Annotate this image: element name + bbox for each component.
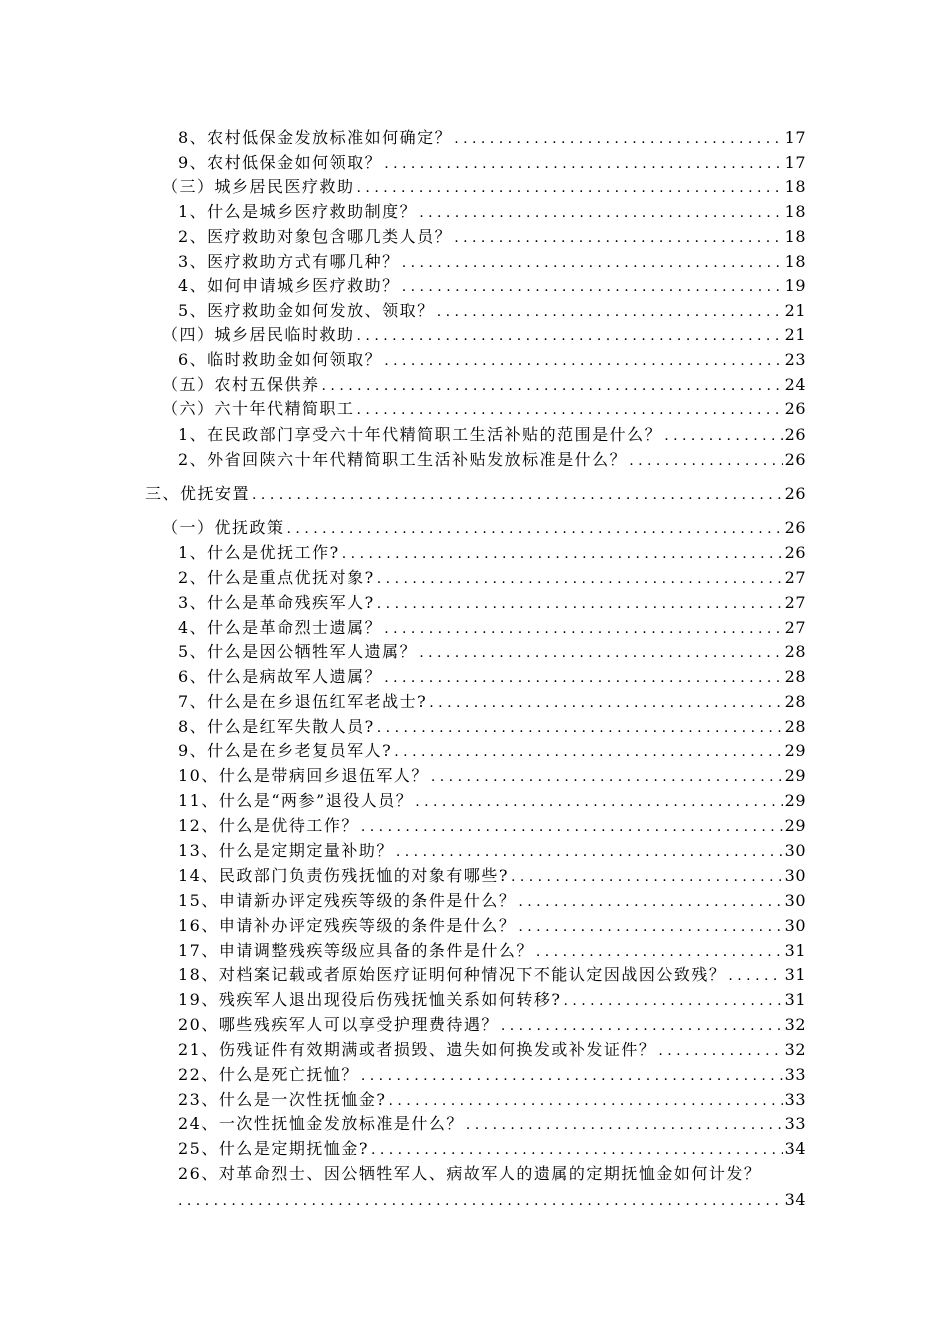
toc-entry-text: 20、哪些残疾军人可以享受护理费待遇？ xyxy=(178,1015,499,1034)
toc-entry-text: 19、残疾军人退出现役后伤残抚恤关系如何转移? xyxy=(178,990,562,1009)
toc-entry-text: 25、什么是定期抚恤金? xyxy=(178,1139,369,1158)
toc-entry-text: 18、对档案记载或者原始医疗证明何种情况下不能认定因战因公致残？ xyxy=(178,965,727,984)
toc-entry-text: 2、外省回陕六十年代精简职工生活补贴发放标准是什么？ xyxy=(178,450,628,469)
toc-entry[interactable] xyxy=(178,692,806,713)
toc-page-number: 28 xyxy=(784,717,806,736)
toc-leader-dots xyxy=(357,177,783,198)
toc-entry-text: 三、优抚安置 xyxy=(145,484,251,503)
toc-entry[interactable] xyxy=(178,1114,806,1135)
toc-entry[interactable] xyxy=(178,791,806,812)
toc-entry-text: 9、什么是在乡老复员军人? xyxy=(178,741,393,760)
toc-entry-text: （一）优抚政策 xyxy=(162,518,285,537)
toc-page-number: 32 xyxy=(784,1015,806,1034)
toc-leader-dots xyxy=(429,692,782,713)
toc-entry-text: 12、什么是优待工作？ xyxy=(178,816,359,835)
toc-entry[interactable] xyxy=(178,1164,806,1184)
toc-leader-dots xyxy=(384,667,782,688)
toc-leader-dots xyxy=(394,741,782,762)
toc-entry[interactable] xyxy=(178,618,806,639)
toc-page-number: 18 xyxy=(784,202,806,221)
toc-leader-dots xyxy=(377,568,783,589)
toc-entry-text: 9、农村低保金如何领取？ xyxy=(178,153,383,172)
toc-entry-text: 8、农村低保金发放标准如何确定？ xyxy=(178,128,453,147)
toc-page-number: 18 xyxy=(784,252,806,271)
toc-entry[interactable] xyxy=(178,816,806,837)
toc-entry[interactable] xyxy=(178,965,806,986)
toc-page-number: 26 xyxy=(784,399,806,418)
toc-leader-dots xyxy=(419,202,782,223)
toc-page-number: 28 xyxy=(784,692,806,711)
toc-entry[interactable] xyxy=(178,766,806,787)
toc-subsection[interactable] xyxy=(162,375,806,396)
toc-entry[interactable] xyxy=(178,866,806,887)
toc-leader-dots xyxy=(371,1139,783,1160)
toc-page-number: 31 xyxy=(784,941,806,960)
toc-entry-text: 1、什么是城乡医疗救助制度？ xyxy=(178,202,418,221)
toc-entry[interactable] xyxy=(178,990,806,1011)
toc-entry[interactable] xyxy=(178,1015,806,1036)
toc-leader-dots xyxy=(431,766,783,787)
toc-leader-dots xyxy=(518,916,782,937)
toc-entry[interactable] xyxy=(178,543,806,564)
toc-page-number: 18 xyxy=(784,227,806,246)
toc-entry-text: 15、申请新办评定残疾等级的条件是什么？ xyxy=(178,891,517,910)
toc-entry[interactable] xyxy=(178,1040,806,1061)
toc-entry[interactable] xyxy=(178,642,806,663)
toc-leader-dots xyxy=(536,941,783,962)
toc-page-number: 26 xyxy=(784,450,806,469)
toc-page-number: 27 xyxy=(784,593,806,612)
toc-entry-text: 7、什么是在乡退伍红军老战士? xyxy=(178,692,428,711)
toc-page-number: 21 xyxy=(784,325,806,344)
toc-entry-text: （六）六十年代精简职工 xyxy=(162,399,355,418)
toc-page-number: 26 xyxy=(784,425,806,444)
toc-entry[interactable] xyxy=(178,717,806,738)
toc-leader-dots xyxy=(357,325,783,346)
toc-page-number: 30 xyxy=(784,916,806,935)
toc-entry[interactable] xyxy=(178,593,806,614)
toc-page-number: 29 xyxy=(784,816,806,835)
toc-entry-text: 16、申请补办评定残疾等级的条件是什么？ xyxy=(178,916,517,935)
toc-page-number: 17 xyxy=(784,128,806,147)
toc-entry-text: 17、申请调整残疾等级应具备的条件是什么？ xyxy=(178,941,534,960)
toc-page-number: 29 xyxy=(784,741,806,760)
toc-entry[interactable] xyxy=(178,350,806,371)
toc-leader-dots xyxy=(518,891,782,912)
toc-page-number: 24 xyxy=(784,375,806,394)
toc-entry[interactable] xyxy=(178,1090,806,1111)
toc-entry-text: 3、医疗救助方式有哪几种？ xyxy=(178,252,400,271)
toc-entry-text: 2、医疗救助对象包含哪几类人员？ xyxy=(178,227,453,246)
toc-page-number: 21 xyxy=(784,301,806,320)
toc-page-number: 33 xyxy=(784,1090,806,1109)
toc-entry-text: 14、民政部门负责伤残抚恤的对象有哪些? xyxy=(178,866,509,885)
toc-entry[interactable] xyxy=(178,252,806,273)
toc-page-number: 30 xyxy=(784,866,806,885)
toc-leader-dots xyxy=(454,227,782,248)
toc-leader-dots xyxy=(501,1015,783,1036)
toc-entry[interactable] xyxy=(178,425,806,446)
toc-entry-text: 2、什么是重点优抚对象? xyxy=(178,568,375,587)
toc-leader-dots xyxy=(322,375,783,396)
toc-entry[interactable] xyxy=(178,227,806,248)
toc-entry[interactable] xyxy=(178,568,806,589)
toc-leader-dots xyxy=(629,450,782,471)
toc-entry[interactable] xyxy=(178,916,806,937)
toc-page-number: 34 xyxy=(784,1139,806,1158)
toc-leader-dots xyxy=(377,717,783,738)
toc-page-number: 17 xyxy=(784,153,806,172)
toc-entry-text: 11、什么是“两参”退役人员？ xyxy=(178,791,414,810)
toc-entry-text: 8、什么是红军失散人员? xyxy=(178,717,375,736)
toc-leader-dots xyxy=(728,965,782,986)
toc-entry[interactable] xyxy=(178,153,806,174)
toc-entry-text: 1、在民政部门享受六十年代精简职工生活补贴的范围是什么？ xyxy=(178,425,663,444)
toc-leader-dots xyxy=(396,841,783,862)
toc-entry[interactable] xyxy=(178,450,806,471)
toc-subsection[interactable] xyxy=(162,518,806,539)
toc-subsection[interactable] xyxy=(162,325,806,346)
toc-entry-text: 6、临时救助金如何领取？ xyxy=(178,350,383,369)
toc-page-number: 29 xyxy=(784,766,806,785)
toc-page-number: 29 xyxy=(784,791,806,810)
toc-entry-text: 6、什么是病故军人遗属？ xyxy=(178,667,383,686)
toc-leader-dots xyxy=(402,252,783,273)
toc-page-number: 23 xyxy=(784,350,806,369)
toc-leader-dots xyxy=(384,153,782,174)
toc-leader-dots xyxy=(357,399,783,420)
toc-subsection[interactable] xyxy=(162,177,806,198)
toc-entry-text: 13、什么是定期定量补助？ xyxy=(178,841,394,860)
toc-page-number: 31 xyxy=(784,965,806,984)
toc-leader-dots xyxy=(252,484,783,505)
toc-entry[interactable] xyxy=(178,301,806,322)
toc-entry-text: 23、什么是一次性抚恤金? xyxy=(178,1090,387,1109)
toc-page-number: 27 xyxy=(784,568,806,587)
toc-leader-dots xyxy=(287,518,783,539)
toc-entry-continuation xyxy=(178,1190,806,1211)
toc-page-number: 30 xyxy=(784,841,806,860)
toc-entry[interactable] xyxy=(178,202,806,223)
toc-entry[interactable] xyxy=(178,741,806,762)
toc-leader-dots xyxy=(664,425,782,446)
toc-entry-text: 10、什么是带病回乡退伍军人？ xyxy=(178,766,429,785)
toc-leader-dots xyxy=(342,543,783,564)
toc-page-number: 33 xyxy=(784,1114,806,1133)
toc-entry-text: 4、如何申请城乡医疗救助？ xyxy=(178,276,400,295)
toc-leader-dots xyxy=(415,791,782,812)
toc-entry[interactable] xyxy=(178,941,806,962)
toc-entry-text: 24、一次性抚恤金发放标准是什么？ xyxy=(178,1114,464,1133)
toc-leader-dots xyxy=(466,1114,783,1135)
toc-entry[interactable] xyxy=(178,276,806,297)
toc-page-number: 34 xyxy=(784,1190,806,1209)
toc-leader-dots xyxy=(437,301,783,322)
toc-leader-dots xyxy=(419,642,782,663)
toc-leader-dots xyxy=(384,618,782,639)
toc-entry-text: （四）城乡居民临时救助 xyxy=(162,325,355,344)
toc-page-number: 30 xyxy=(784,891,806,910)
toc-page-number: 31 xyxy=(784,990,806,1009)
toc-entry-text: （三）城乡居民医疗救助 xyxy=(162,177,355,196)
toc-page-number: 28 xyxy=(784,667,806,686)
toc-entry[interactable] xyxy=(178,1139,806,1160)
toc-entry-text: （五）农村五保供养 xyxy=(162,375,320,394)
toc-leader-dots xyxy=(384,350,782,371)
toc-leader-dots xyxy=(361,1065,783,1086)
toc-entry-text: 4、什么是革命烈士遗属？ xyxy=(178,618,383,637)
toc-leader-dots xyxy=(511,866,783,887)
toc-page-number: 28 xyxy=(784,642,806,661)
toc-page-number: 26 xyxy=(784,484,806,503)
toc-entry[interactable] xyxy=(178,667,806,688)
toc-entry[interactable] xyxy=(178,891,806,912)
toc-entry-text: 26、对革命烈士、因公牺牲军人、病故军人的遗属的定期抚恤金如何计发？ xyxy=(178,1164,762,1183)
toc-leader-dots xyxy=(178,1190,783,1211)
toc-page-number: 26 xyxy=(784,518,806,537)
toc-leader-dots xyxy=(454,128,782,149)
toc-page-number: 18 xyxy=(784,177,806,196)
toc-subsection[interactable] xyxy=(162,399,806,420)
toc-page-number: 26 xyxy=(784,543,806,562)
toc-entry[interactable] xyxy=(178,1065,806,1086)
toc-entry[interactable] xyxy=(178,841,806,862)
toc-page-number: 32 xyxy=(784,1040,806,1059)
toc-leader-dots xyxy=(388,1090,782,1111)
toc-leader-dots xyxy=(377,593,783,614)
toc-page-number: 27 xyxy=(784,618,806,637)
toc-leader-dots xyxy=(361,816,783,837)
toc-page-number: 19 xyxy=(784,276,806,295)
toc-entry-text: 3、什么是革命残疾军人? xyxy=(178,593,375,612)
toc-leader-dots xyxy=(563,990,782,1011)
toc-entry[interactable] xyxy=(178,128,806,149)
toc-leader-dots xyxy=(658,1040,782,1061)
toc-section-heading[interactable] xyxy=(145,484,806,505)
toc-leader-dots xyxy=(402,276,783,297)
toc-entry-text: 21、伤残证件有效期满或者损毁、遗失如何换发或补发证件？ xyxy=(178,1040,657,1059)
toc-entry-text: 5、医疗救助金如何发放、领取？ xyxy=(178,301,435,320)
toc-entry-text: 5、什么是因公牺牲军人遗属？ xyxy=(178,642,418,661)
toc-entry-text: 1、什么是优抚工作? xyxy=(178,543,340,562)
toc-entry-text: 22、什么是死亡抚恤？ xyxy=(178,1065,359,1084)
toc-page-number: 33 xyxy=(784,1065,806,1084)
